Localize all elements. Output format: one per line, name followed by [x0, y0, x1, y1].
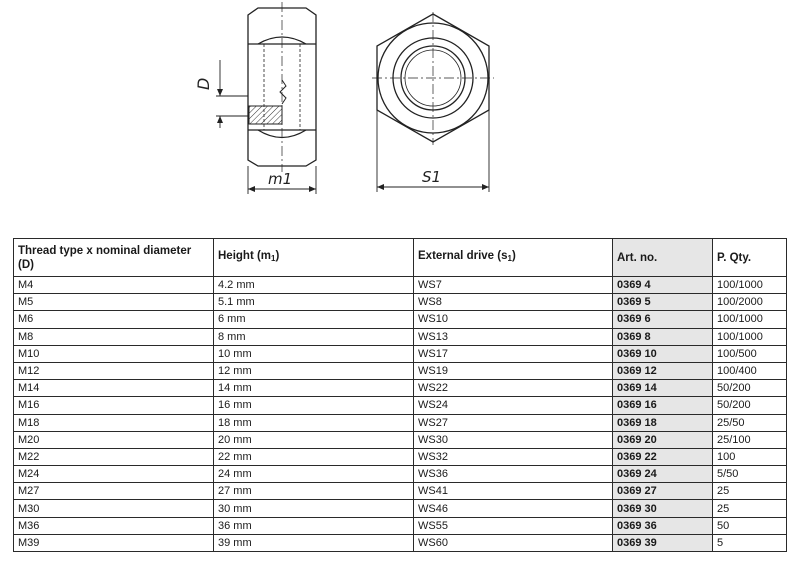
cell-qty: 25/100 — [713, 431, 787, 448]
cell-height: 24 mm — [214, 466, 414, 483]
product-table — [13, 238, 787, 552]
cell-height: 12 mm — [214, 362, 414, 379]
table-row — [14, 311, 787, 328]
cell-thread: M4 — [14, 277, 214, 294]
cell-art-no: 0369 10 — [613, 345, 713, 362]
label-d: D — [194, 77, 213, 90]
cell-thread: M8 — [14, 328, 214, 345]
cell-drive: WS36 — [414, 466, 613, 483]
cell-drive: WS13 — [414, 328, 613, 345]
cell-drive: WS55 — [414, 517, 613, 534]
label-s1: S1 — [422, 168, 442, 186]
cell-thread: M18 — [14, 414, 214, 431]
cell-drive: WS24 — [414, 397, 613, 414]
table-row — [14, 534, 787, 551]
header-qty: P. Qty. — [713, 239, 787, 277]
cell-drive: WS17 — [414, 345, 613, 362]
table-row — [14, 328, 787, 345]
table-row — [14, 431, 787, 448]
cell-drive: WS41 — [414, 483, 613, 500]
side-view — [248, 2, 316, 172]
cell-qty: 50/200 — [713, 380, 787, 397]
cell-art-no: 0369 36 — [613, 517, 713, 534]
cell-qty: 5/50 — [713, 466, 787, 483]
cell-thread: M27 — [14, 483, 214, 500]
cell-qty: 5 — [713, 534, 787, 551]
cell-thread: M20 — [14, 431, 214, 448]
table-row — [14, 448, 787, 465]
cell-drive: WS27 — [414, 414, 613, 431]
table-row — [14, 294, 787, 311]
table-row — [14, 362, 787, 379]
cell-thread: M6 — [14, 311, 214, 328]
table-row — [14, 397, 787, 414]
cell-drive: WS46 — [414, 500, 613, 517]
cell-art-no: 0369 24 — [613, 466, 713, 483]
cell-qty: 100/1000 — [713, 277, 787, 294]
table-row — [14, 345, 787, 362]
cell-thread: M22 — [14, 448, 214, 465]
cell-art-no: 0369 4 — [613, 277, 713, 294]
cell-art-no: 0369 12 — [613, 362, 713, 379]
cell-qty: 100/400 — [713, 362, 787, 379]
cell-art-no: 0369 39 — [613, 534, 713, 551]
cell-height: 18 mm — [214, 414, 414, 431]
cell-drive: WS60 — [414, 534, 613, 551]
cell-qty: 100/500 — [713, 345, 787, 362]
cell-art-no: 0369 30 — [613, 500, 713, 517]
cell-thread: M12 — [14, 362, 214, 379]
cell-qty: 50 — [713, 517, 787, 534]
cell-art-no: 0369 16 — [613, 397, 713, 414]
header-thread: Thread type x nominal diameter (D) — [14, 239, 214, 277]
cell-qty: 100/2000 — [713, 294, 787, 311]
cell-thread: M14 — [14, 380, 214, 397]
cell-art-no: 0369 20 — [613, 431, 713, 448]
table-row — [14, 277, 787, 294]
cell-qty: 25 — [713, 483, 787, 500]
cell-drive: WS32 — [414, 448, 613, 465]
dimension-d — [216, 60, 248, 128]
cell-height: 10 mm — [214, 345, 414, 362]
cell-art-no: 0369 5 — [613, 294, 713, 311]
cell-thread: M5 — [14, 294, 214, 311]
cell-height: 4.2 mm — [214, 277, 414, 294]
cell-thread: M39 — [14, 534, 214, 551]
table-row — [14, 380, 787, 397]
table-header-row — [14, 239, 787, 277]
table-row — [14, 414, 787, 431]
cell-drive: WS8 — [414, 294, 613, 311]
cell-thread: M36 — [14, 517, 214, 534]
cell-height: 22 mm — [214, 448, 414, 465]
cell-thread: M24 — [14, 466, 214, 483]
cell-drive: WS7 — [414, 277, 613, 294]
cell-art-no: 0369 18 — [613, 414, 713, 431]
cell-height: 16 mm — [214, 397, 414, 414]
cell-qty: 100/1000 — [713, 328, 787, 345]
header-height: Height $(m_1)$ — [214, 239, 414, 277]
cell-height: 30 mm — [214, 500, 414, 517]
cell-drive: WS30 — [414, 431, 613, 448]
header-drive: External drive $(s_1)$ — [414, 239, 613, 277]
table-row — [14, 466, 787, 483]
cell-height: 20 mm — [214, 431, 414, 448]
cell-height: 27 mm — [214, 483, 414, 500]
cell-thread: M30 — [14, 500, 214, 517]
cell-art-no: 0369 8 — [613, 328, 713, 345]
cell-height: 6 mm — [214, 311, 414, 328]
cell-height: 8 mm — [214, 328, 414, 345]
front-view — [372, 12, 494, 145]
technical-drawing — [0, 0, 790, 238]
cell-thread: M16 — [14, 397, 214, 414]
cell-height: 36 mm — [214, 517, 414, 534]
cell-art-no: 0369 22 — [613, 448, 713, 465]
cell-height: 14 mm — [214, 380, 414, 397]
cell-drive: WS22 — [414, 380, 613, 397]
cell-qty: 100/1000 — [713, 311, 787, 328]
cell-drive: WS19 — [414, 362, 613, 379]
table-row — [14, 483, 787, 500]
cell-drive: WS10 — [414, 311, 613, 328]
label-m1: m1 — [268, 170, 293, 188]
table-row — [14, 517, 787, 534]
nut-drawing-svg — [0, 0, 790, 238]
table-row — [14, 500, 787, 517]
cell-art-no: 0369 27 — [613, 483, 713, 500]
cell-height: 39 mm — [214, 534, 414, 551]
header-art-no: Art. no. — [613, 239, 713, 277]
cell-thread: M10 — [14, 345, 214, 362]
cell-qty: 25/50 — [713, 414, 787, 431]
cell-art-no: 0369 14 — [613, 380, 713, 397]
cell-art-no: 0369 6 — [613, 311, 713, 328]
cell-qty: 25 — [713, 500, 787, 517]
cell-qty: 100 — [713, 448, 787, 465]
cell-qty: 50/200 — [713, 397, 787, 414]
cell-height: 5.1 mm — [214, 294, 414, 311]
